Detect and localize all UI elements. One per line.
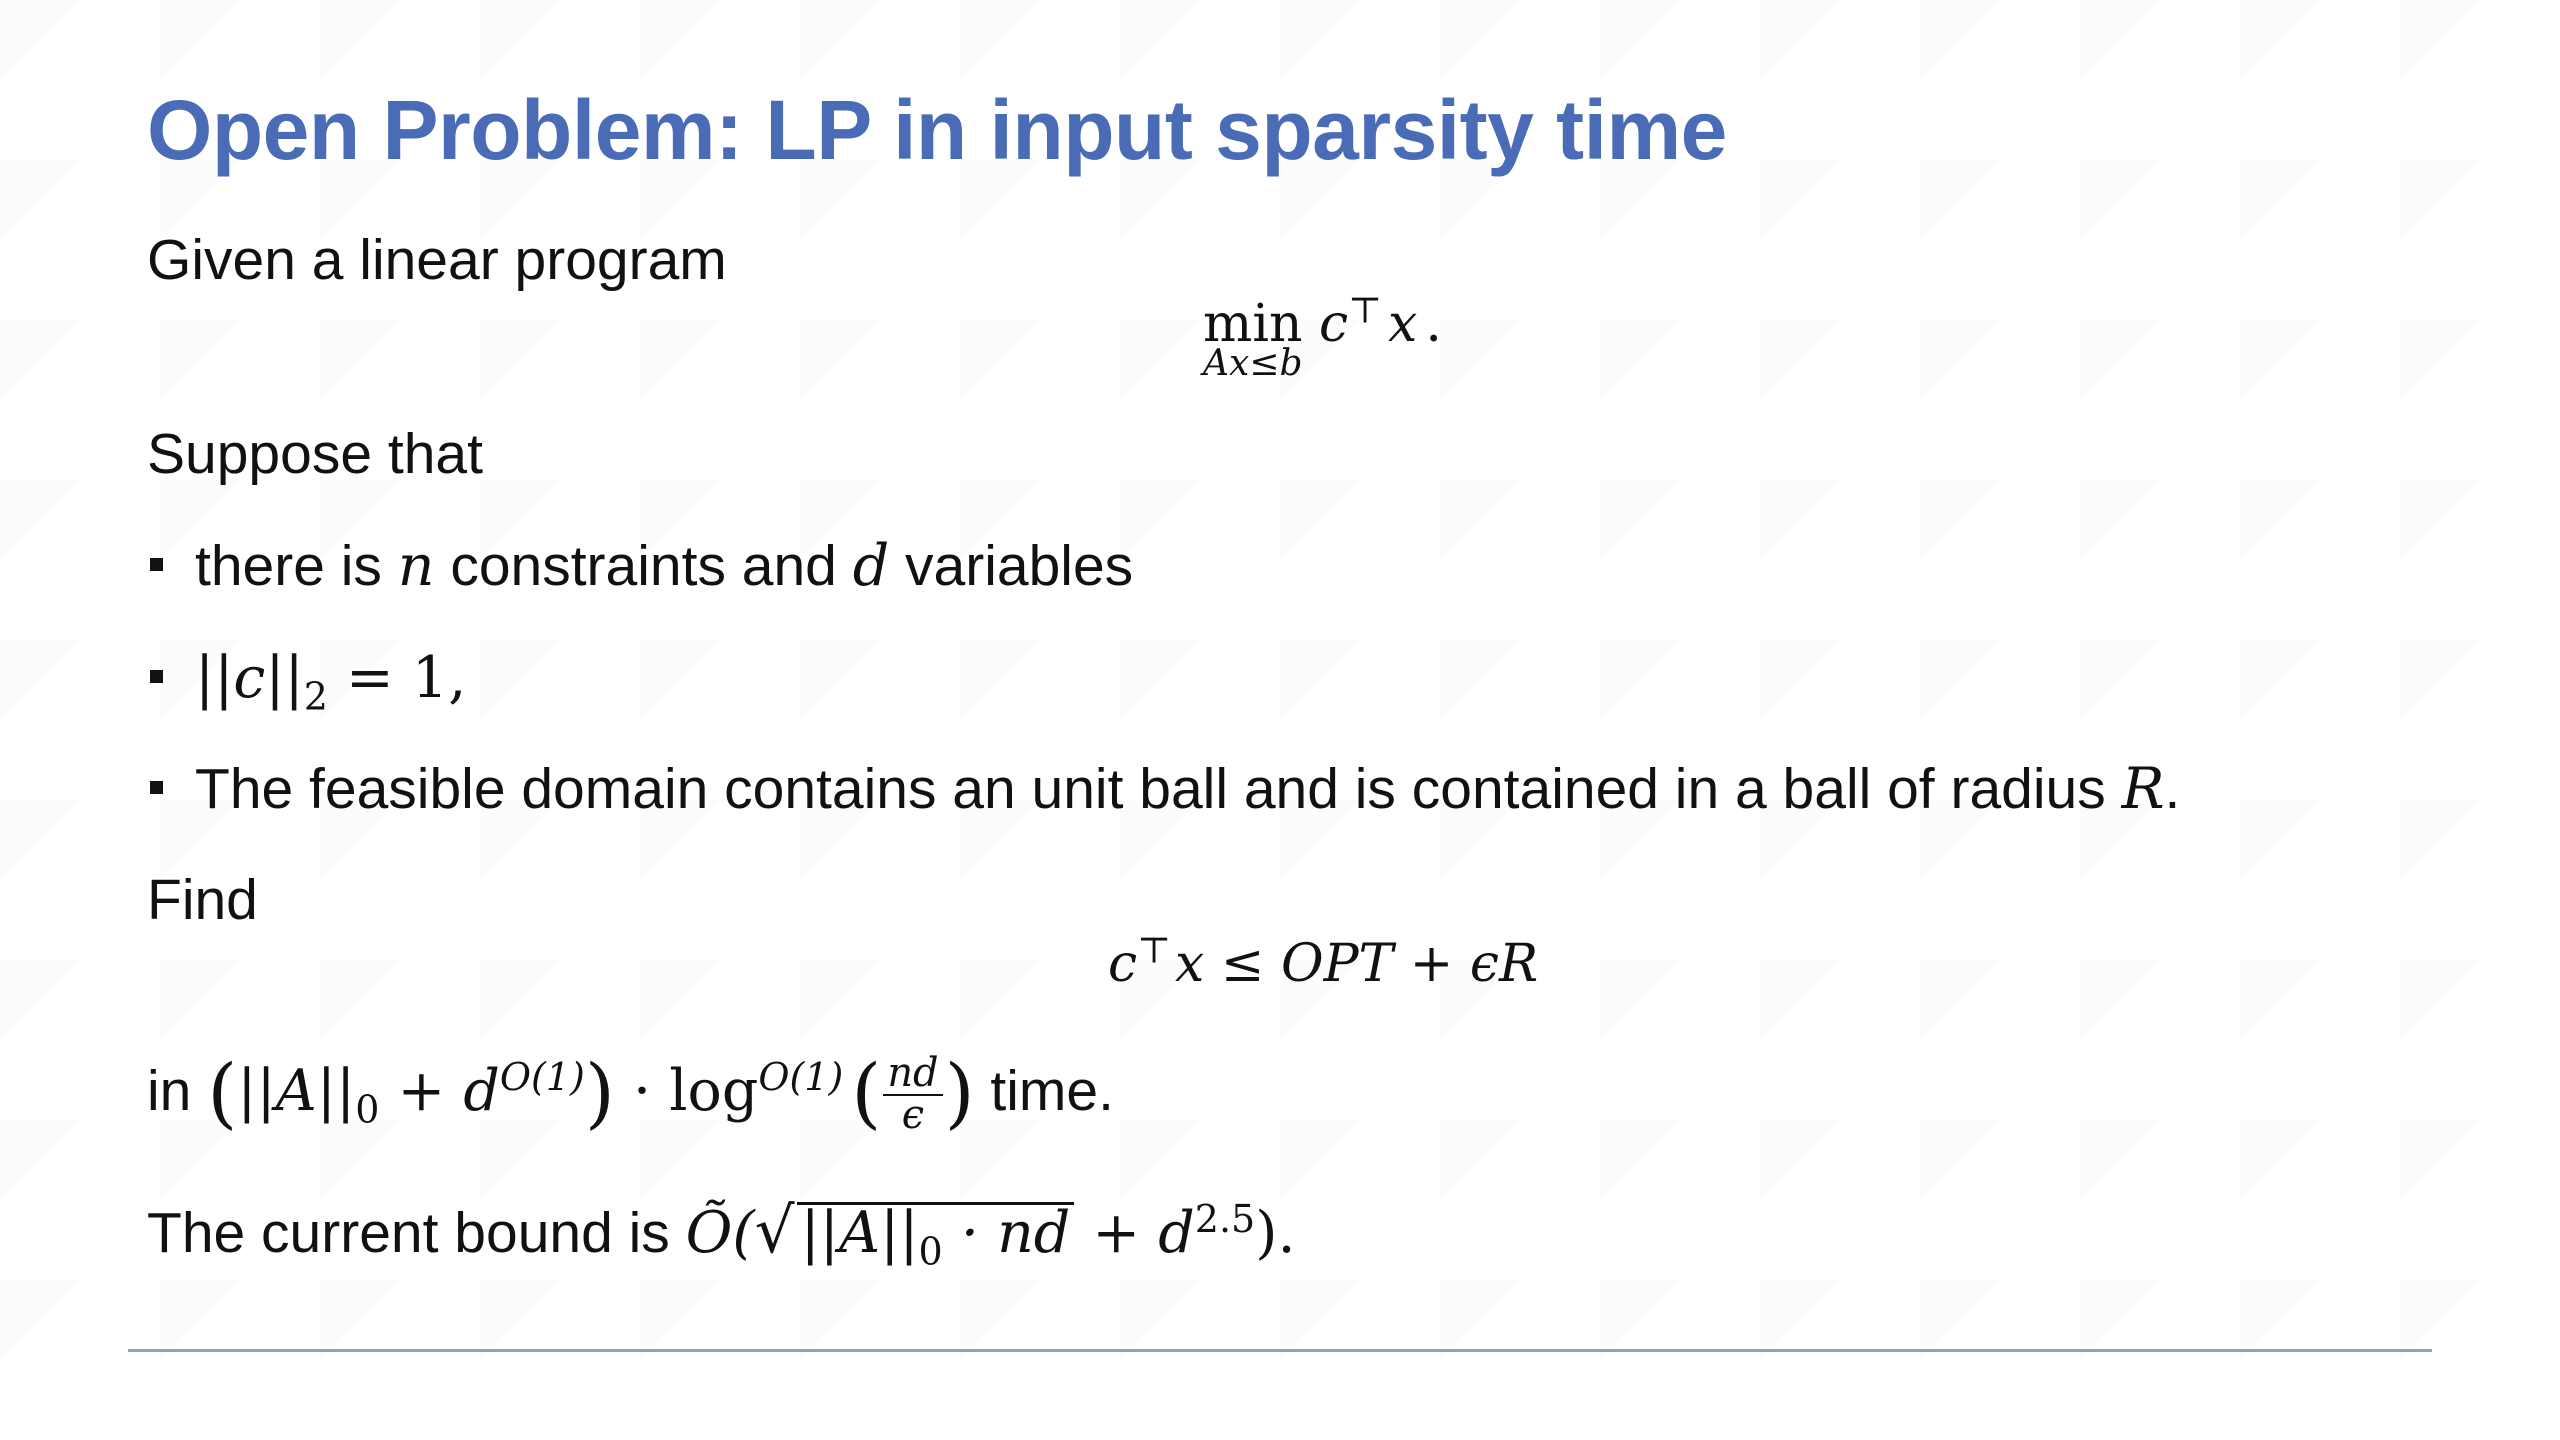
goal-c: c [1108,934,1138,994]
slide-title: Open Problem: LP in input sparsity time [147,83,1727,177]
paren-close: ) [584,1049,615,1139]
time-requirement [147,1049,1114,1139]
bullet-3-text: The feasible domain contains an unit ball and is contained in a ball of radius [195,757,2122,821]
time-plus: + [379,1057,464,1124]
time-norm-sub: 0 [355,1087,380,1132]
goal-equation [1108,930,1539,994]
bound-plus-d: + d [1074,1200,1195,1266]
time-norm: ||A|| [237,1057,356,1124]
time-log: · log [614,1057,759,1124]
bullet-marker [150,781,163,794]
bound-post: ). [1255,1200,1296,1266]
bullet-1-post: variables [889,534,1134,598]
sqrt-content [797,1200,1075,1274]
objective-period: . [1425,294,1442,354]
fraction-numerator: nd [883,1054,942,1096]
time-log-exponent: O(1) [758,1054,844,1099]
bound-pre: The current bound is [147,1201,686,1265]
time-pre: in [147,1058,208,1123]
bound-norm: ||A|| [800,1200,919,1266]
find-text: Find [147,868,258,932]
bullet-1-mid: constraints and [434,534,853,598]
min-operator: min [1203,294,1303,354]
paren-open: ( [207,1049,238,1139]
footer-divider [128,1349,2432,1352]
bullet-domain [195,756,2181,822]
frac-paren-close: ) [944,1049,975,1139]
bound-norm-sub: 0 [918,1229,943,1274]
bound-o-tilde: Õ( [685,1200,755,1266]
objective-x: x [1388,294,1418,354]
norm-sub: 2 [303,674,328,719]
bullet-1-pre: there is [195,534,398,598]
current-bound [147,1194,1296,1274]
var-d: d [852,533,890,599]
var-n: n [397,533,435,599]
goal-x: x [1174,934,1205,994]
var-R: R [2121,756,2165,822]
bound-nd: · nd [942,1200,1071,1266]
bullet-marker [150,670,163,683]
fraction-denominator: ϵ [901,1091,925,1138]
bullet-3-post: . [2164,757,2181,821]
min-constraint: Ax≤b [1203,343,1303,384]
bullet-constraints [195,533,1134,599]
time-d: d [463,1057,500,1124]
sqrt-symbol: √ [754,1194,795,1267]
objective-transpose: ⊤ [1348,290,1383,332]
bullet-marker [150,558,163,571]
goal-rest: ≤ OPT + ϵR [1204,934,1539,994]
objective-equation [1203,290,1442,384]
goal-transpose: ⊤ [1137,930,1171,972]
suppose-text: Suppose that [147,422,483,486]
norm-c: ||c|| [195,645,304,711]
objective-c: c [1319,294,1349,354]
fraction [883,1050,942,1138]
intro-text: Given a linear program [147,228,727,292]
bullet-norm [195,645,467,719]
norm-rest: = 1, [327,645,467,711]
time-post: time. [974,1058,1114,1123]
frac-paren-open: ( [851,1049,882,1139]
time-d-exponent: O(1) [499,1054,585,1099]
bound-exponent: 2.5 [1194,1197,1256,1241]
